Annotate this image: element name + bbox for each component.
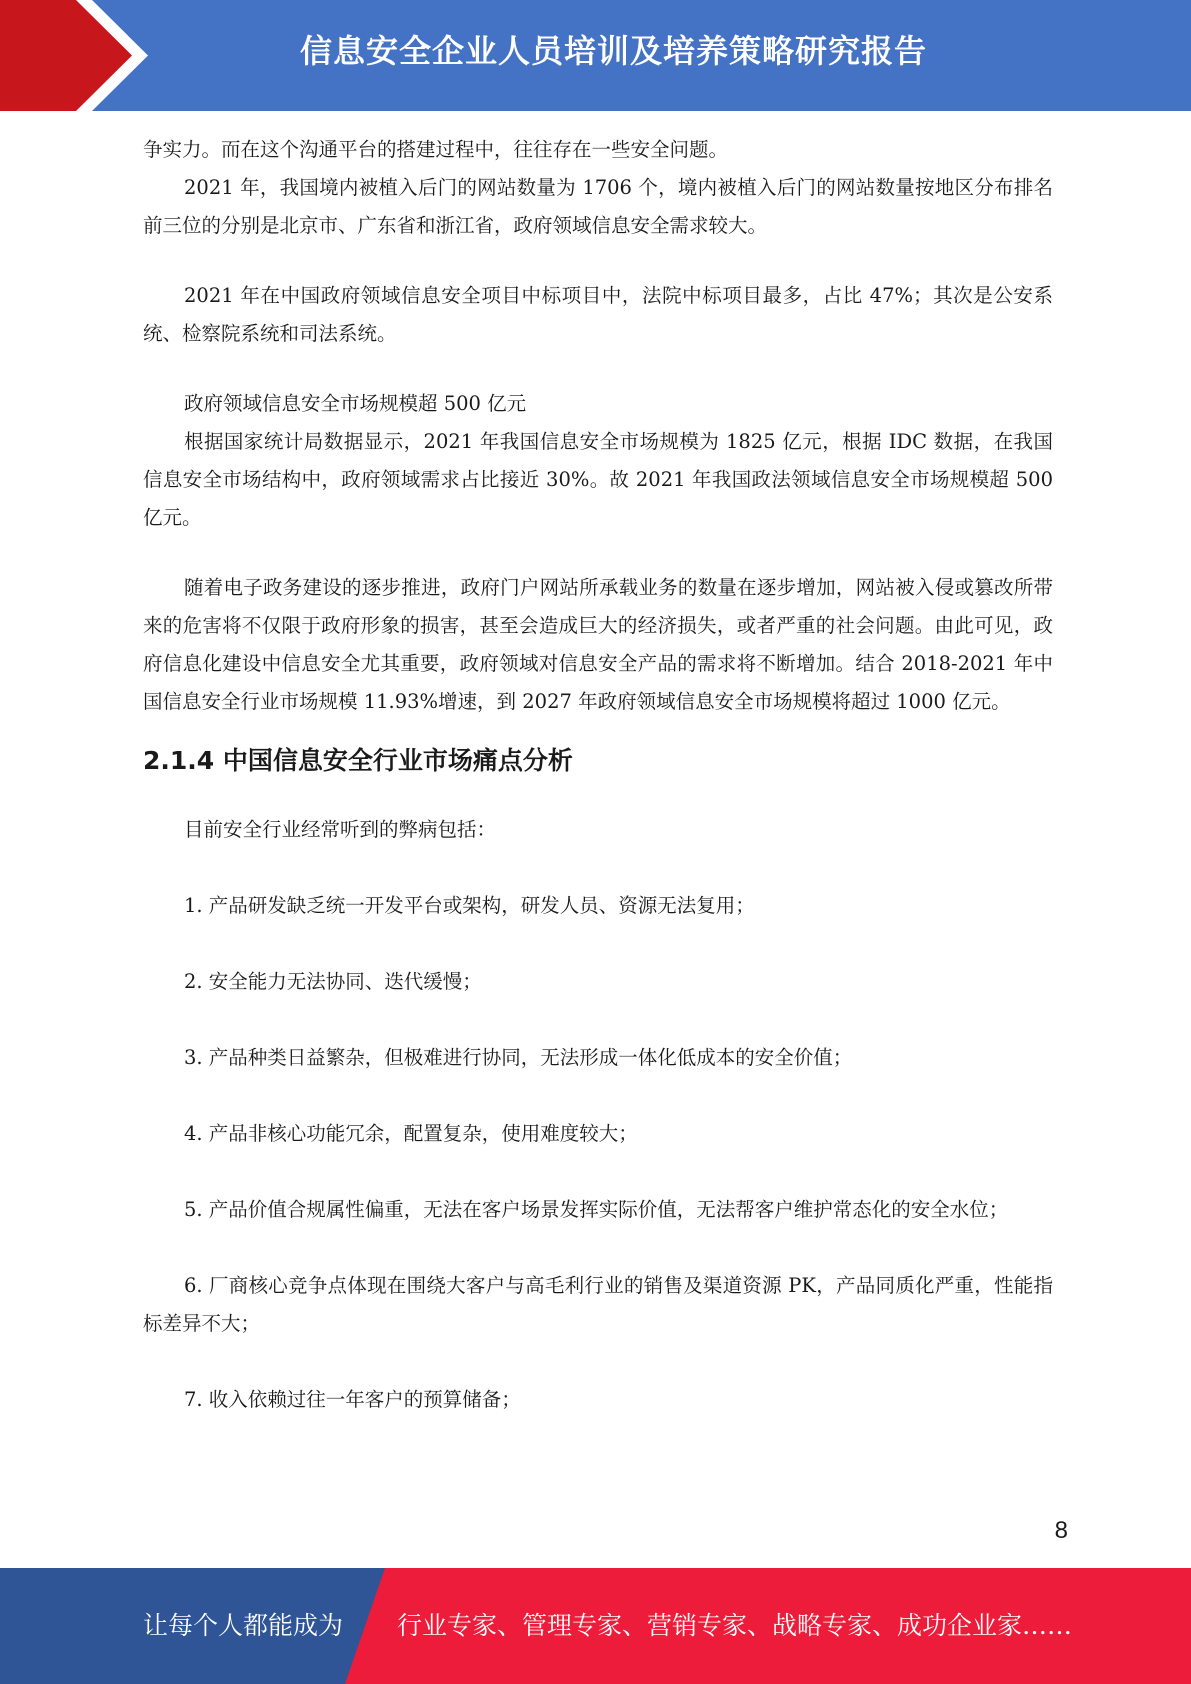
- paragraph-1: 争实力。而在这个沟通平台的搭建过程中，往往存在一些安全问题。: [143, 138, 729, 161]
- list-item-6: 6. 厂商核心竞争点体现在围绕大客户与高毛利行业的销售及渠道资源 PK，产品同质化严重，性能指标差异不大；: [143, 1274, 1053, 1335]
- section-heading: 2.1.4 中国信息安全行业市场痛点分析: [143, 746, 573, 775]
- footer-slogan-left: 让每个人都能成为: [143, 1611, 344, 1640]
- document-body: [143, 131, 1053, 1419]
- page-number: 8: [1054, 1517, 1068, 1544]
- paragraph-subtitle: 政府领域信息安全市场规模超 500 亿元: [184, 392, 527, 415]
- list-item-3: 3. 产品种类日益繁杂，但极难进行协同，无法形成一体化低成本的安全价值；: [184, 1046, 853, 1069]
- paragraph-3: 2021 年在中国政府领域信息安全项目中标项目中，法院中标项目最多，占比 47%；其次是公安系统、检察院系统和司法系统。: [143, 284, 1053, 345]
- list-item-1: 1. 产品研发缺乏统一开发平台或架构，研发人员、资源无法复用；: [184, 894, 755, 917]
- footer-slogan-right: 行业专家、管理专家、营销专家、战略专家、成功企业家……: [397, 1611, 1073, 1640]
- paragraph-5: 根据国家统计局数据显示，2021 年我国信息安全市场规模为 1825 亿元，根据 IDC 数据，在我国信息安全市场结构中，政府领域需求占比接近 30%。故 2021 年我国政法领域信息安全市场规模超 500 亿元。: [143, 430, 1053, 529]
- paragraph-6: 随着电子政务建设的逐步推进，政府门户网站所承载业务的数量在逐步增加，网站被入侵或篡改所带来的危害将不仅限于政府形象的损害，甚至会造成巨大的经济损失，或者严重的社会问题。由此可见，政府信息化建设中信息安全尤其重要，政府领域对信息安全产品的需求将不断增加。结合 2018-2021 年中国信息安全行业市场规模 11.93%增速，到 2027 年政府领域信息安全市场规模将超过 1000 亿元。: [143, 576, 1053, 713]
- page-header: [0, 0, 1191, 111]
- header-title: 信息安全企业人员培训及培养策略研究报告: [300, 32, 928, 70]
- list-item-2: 2. 安全能力无法协同、迭代缓慢；: [184, 970, 482, 993]
- list-item-5: 5. 产品价值合规属性偏重，无法在客户场景发挥实际价值，无法帮客户维护常态化的安全水位；: [184, 1198, 1009, 1221]
- list-item-7: 7. 收入依赖过往一年客户的预算储备；: [184, 1388, 521, 1411]
- list-item-4: 4. 产品非核心功能冗余，配置复杂，使用难度较大；: [184, 1122, 638, 1145]
- page-footer: [0, 1568, 1191, 1684]
- list-intro: 目前安全行业经常听到的弊病包括：: [184, 818, 497, 841]
- paragraph-2: 2021 年，我国境内被植入后门的网站数量为 1706 个，境内被植入后门的网站数量按地区分布排名前三位的分别是北京市、广东省和浙江省，政府领域信息安全需求较大。: [143, 176, 1053, 237]
